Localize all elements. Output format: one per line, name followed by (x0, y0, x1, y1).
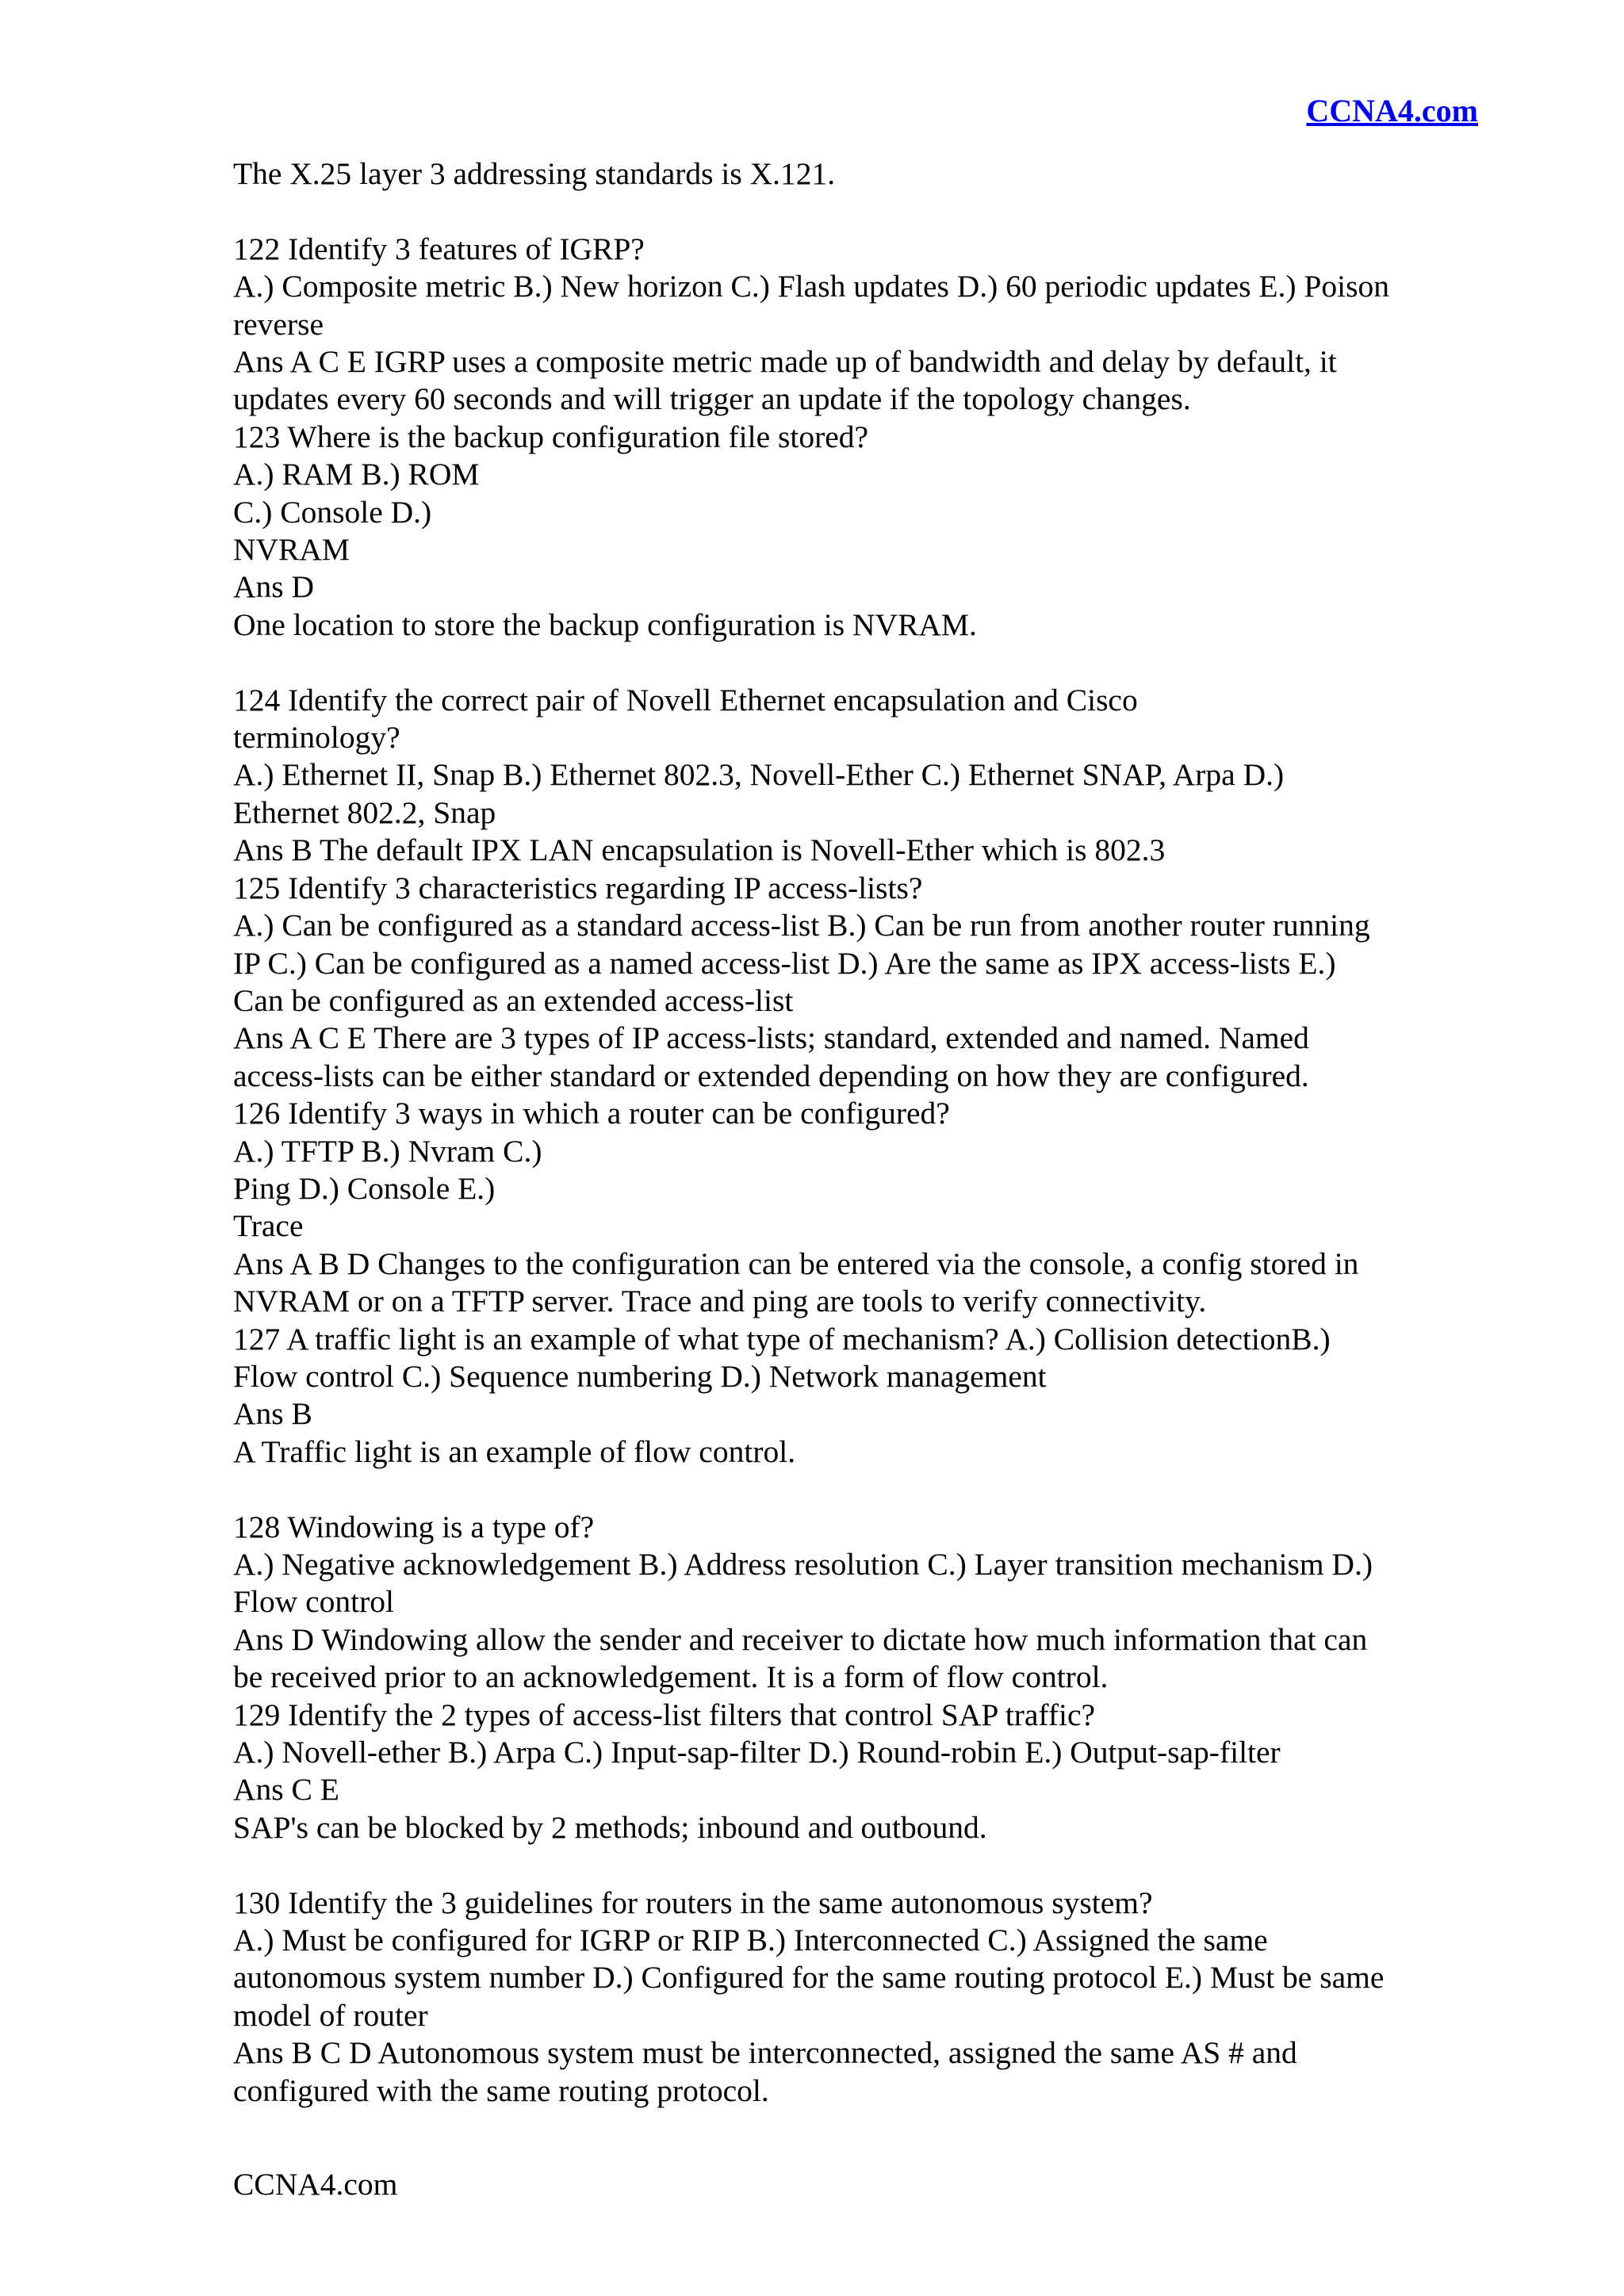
text-line: Ans C E (233, 1772, 339, 1808)
text-line: 122 Identify 3 features of IGRP? (233, 231, 645, 266)
text-line: 129 Identify the 2 types of access-list filters that control SAP traffic? (233, 1697, 1096, 1732)
text-line: A.) Ethernet II, Snap B.) Ethernet 802.3, Novell-Ether C.) Ethernet SNAP, Arpa D.) (233, 757, 1285, 793)
text-line: NVRAM or on a TFTP server. Trace and ping are tools to verify connectivity. (233, 1284, 1207, 1319)
text-line: A.) Novell-ether B.) Arpa C.) Input-sap-filter D.) Round-robin E.) Output-sap-filter (233, 1735, 1281, 1770)
text-line: C.) Console D.) (233, 494, 432, 530)
text-line: A.) Can be configured as a standard access-list B.) Can be run from another router running (233, 908, 1370, 943)
text-line: reverse (233, 306, 324, 342)
question-block (233, 1885, 1486, 2110)
text-line: The X.25 layer 3 addressing standards is X.121. (233, 156, 836, 191)
text-line: SAP's can be blocked by 2 methods; inbound and outbound. (233, 1809, 987, 1845)
text-line: Ans B (233, 1396, 312, 1432)
text-line: 125 Identify 3 characteristics regarding IP access-lists? (233, 870, 923, 905)
paragraph-gap (233, 644, 1486, 681)
text-line: autonomous system number D.) Configured for the same routing protocol E.) Must be same (233, 1960, 1385, 1996)
text-line: A Traffic light is an example of flow control. (233, 1433, 796, 1469)
text-line: configured with the same routing protocol. (233, 2072, 769, 2108)
text-line: A.) Negative acknowledgement B.) Address resolution C.) Layer transition mechanism D.) (233, 1546, 1373, 1582)
text-line: 130 Identify the 3 guidelines for routers in the same autonomous system? (233, 1885, 1153, 1920)
text-line: model of router (233, 1997, 428, 2033)
text-line: Ethernet 802.2, Snap (233, 794, 496, 830)
text-line: Flow control (233, 1584, 394, 1620)
text-line: Ans B The default IPX LAN encapsulation is Novell-Ether which is 802.3 (233, 832, 1166, 868)
text-line: 127 A traffic light is an example of what type of mechanism? A.) Collision detectionB.) (233, 1321, 1331, 1357)
question-block (233, 1509, 1486, 1847)
text-line: NVRAM (233, 532, 350, 568)
text-line: Ping D.) Console E.) (233, 1170, 496, 1206)
text-line: Ans A C E IGRP uses a composite metric made up of bandwidth and delay by default, it (233, 344, 1337, 380)
text-line: A.) Composite metric B.) New horizon C.) Flash updates D.) 60 periodic updates E.) Poison (233, 269, 1389, 304)
text-line: Ans D (233, 569, 315, 605)
text-line: Trace (233, 1208, 304, 1244)
text-line: 124 Identify the correct pair of Novell Ethernet encapsulation and Cisco (233, 682, 1138, 718)
text-line: One location to store the backup configuration is NVRAM. (233, 607, 977, 642)
text-line: Ans B C D Autonomous system must be interconnected, assigned the same AS # and (233, 2035, 1297, 2071)
text-line: IP C.) Can be configured as a named access-list D.) Are the same as IPX access-lists E.) (233, 945, 1336, 981)
text-line: 126 Identify 3 ways in which a router can be configured? (233, 1096, 950, 1131)
text-line: Ans A C E There are 3 types of IP access-lists; standard, extended and named. Named (233, 1020, 1309, 1056)
paragraph-gap (233, 193, 1486, 230)
text-line: A.) RAM B.) ROM (233, 457, 480, 492)
text-line: access-lists can be either standard or extended depending on how they are configured. (233, 1058, 1309, 1093)
text-line: Ans D Windowing allow the sender and receiver to dictate how much information that can (233, 1621, 1368, 1657)
text-line: Flow control C.) Sequence numbering D.) Network management (233, 1358, 1047, 1394)
text-line: updates every 60 seconds and will trigger an update if the topology changes. (233, 381, 1191, 417)
question-block (233, 682, 1486, 1471)
question-block (233, 155, 1486, 193)
text-line: A.) TFTP B.) Nvram C.) (233, 1133, 542, 1169)
text-line: terminology? (233, 720, 400, 756)
text-line: Ans A B D Changes to the configuration can be entered via the console, a config stored in (233, 1246, 1359, 1281)
text-line: A.) Must be configured for IGRP or RIP B.) Interconnected C.) Assigned the same (233, 1923, 1268, 1958)
paragraph-gap (233, 1471, 1486, 1508)
footer-site-name: CCNA4.com (233, 2167, 398, 2202)
header-site-link[interactable]: CCNA4.com (1306, 93, 1478, 128)
question-block (233, 231, 1486, 644)
text-line: 123 Where is the backup configuration file stored? (233, 419, 869, 454)
text-line: be received prior to an acknowledgement. It is a form of flow control. (233, 1659, 1109, 1695)
document-body (233, 155, 1486, 2110)
text-line: Can be configured as an extended access-list (233, 982, 794, 1018)
paragraph-gap (233, 1846, 1486, 1884)
text-line: 128 Windowing is a type of? (233, 1509, 595, 1544)
